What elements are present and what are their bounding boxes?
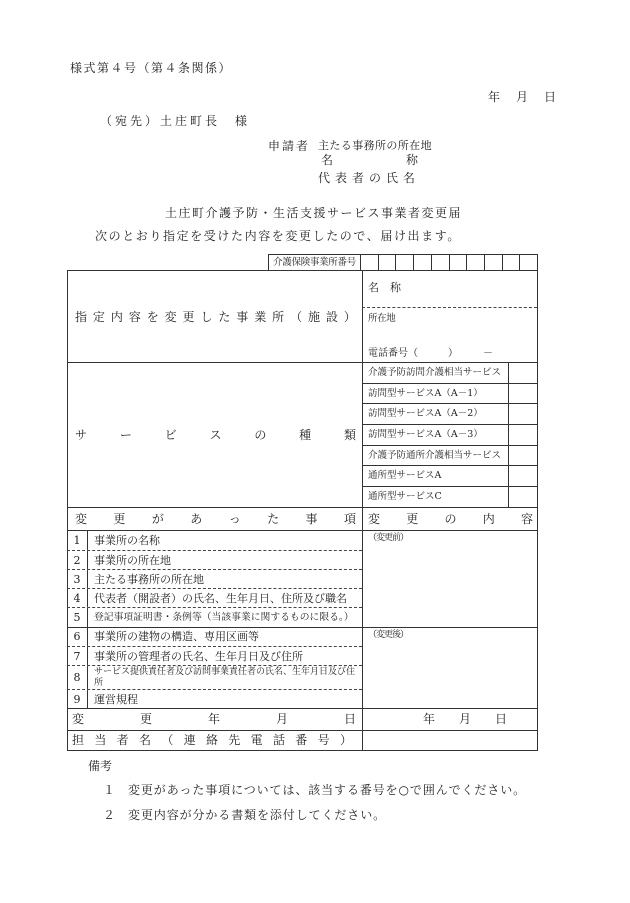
contact-label-char: 話 xyxy=(272,733,285,747)
change-date-label xyxy=(72,713,356,725)
service-row xyxy=(362,486,537,507)
contact-label-char: 名 xyxy=(138,733,151,747)
office-number-digit-box[interactable] xyxy=(431,255,449,270)
office-number-digit-box[interactable] xyxy=(484,255,502,270)
change-date-label-char: 年 xyxy=(207,712,220,726)
service-row xyxy=(362,465,537,486)
facility-section-label-char: 内 xyxy=(110,310,123,324)
service-row xyxy=(362,362,537,383)
change-content-header-char: 内 xyxy=(482,512,495,526)
facility-section-label-char: 定 xyxy=(92,310,105,324)
office-number-digit-box[interactable] xyxy=(413,255,431,270)
facility-section-label-char: 指 xyxy=(75,310,88,324)
changed-items-header-char: っ xyxy=(228,512,241,526)
change-item-text: 運営規程 xyxy=(94,692,138,706)
submission-date-char: 月 xyxy=(515,90,528,104)
change-content-header-char: の xyxy=(444,512,457,526)
service-types-label-char: ビ xyxy=(164,428,177,442)
form-number: 様式第４号（第４条関係） xyxy=(70,61,233,75)
facility-section-label-char: 容 xyxy=(128,310,141,324)
applicant-representative-label xyxy=(318,172,415,184)
change-before-label: （変更前） xyxy=(368,533,409,543)
change-date-value-char: 月 xyxy=(458,712,471,726)
change-item-row xyxy=(67,588,362,607)
facility-address-label: 所在地 xyxy=(368,313,396,324)
facility-section-label-char: ） xyxy=(343,310,356,324)
change-item-text: 登記事項証明書・条例等（当該事業に関するものに限る。） xyxy=(94,611,354,623)
applicant-name-label xyxy=(321,154,418,166)
change-item-number: 7 xyxy=(67,647,88,665)
remarks-heading: 備考 xyxy=(88,759,113,773)
change-item-row xyxy=(67,530,362,550)
contact-label-char: 電 xyxy=(250,733,263,747)
applicant-address-label: 主たる事務所の所在地 xyxy=(318,139,432,152)
facility-section-label-char: 変 xyxy=(164,310,177,324)
changed-items-header-char: あ xyxy=(190,512,203,526)
contact-label-char: 番 xyxy=(295,733,308,747)
change-item-number: 4 xyxy=(67,589,88,607)
service-types-label-char: 類 xyxy=(343,428,356,442)
service-types-label-char: サ xyxy=(75,428,88,442)
service-checkbox[interactable] xyxy=(508,446,537,465)
intro-text: 次のとおり指定を受けた内容を変更したので、届け出ます。 xyxy=(95,229,462,243)
change-item-text: 事業所の所在地 xyxy=(94,553,171,567)
service-types-label-char: 種 xyxy=(299,428,312,442)
change-item-row xyxy=(67,646,362,665)
change-before-area[interactable] xyxy=(363,531,537,627)
change-item-text: 事業所の名称 xyxy=(94,533,160,547)
facility-name-label: 名 称 xyxy=(368,281,401,294)
change-item-number: 2 xyxy=(67,551,88,569)
service-label: 訪問型サービスA（A－1） xyxy=(368,387,483,399)
changed-items-header-char: 更 xyxy=(113,512,126,526)
service-label: 訪問型サービスA（A－3） xyxy=(368,429,483,441)
office-number-boxes xyxy=(360,254,538,271)
change-item-row xyxy=(67,550,362,569)
facility-phone-label: 電話番号（ ） － xyxy=(368,348,493,359)
change-item-text: 代表者（開設者）の氏名、生年月日、住所及び職名 xyxy=(94,591,347,605)
change-content-header-char: 変 xyxy=(368,512,381,526)
change-item-number: 6 xyxy=(67,627,88,646)
submission-date xyxy=(488,91,556,103)
service-types-label-char: ー xyxy=(119,428,132,442)
change-item-number: 9 xyxy=(67,690,88,708)
change-date-label-char: 月 xyxy=(275,712,288,726)
change-date-value-char: 日 xyxy=(494,712,507,726)
service-row xyxy=(362,403,537,424)
service-row xyxy=(362,383,537,403)
office-number-digit-box[interactable] xyxy=(466,255,484,270)
contact-label xyxy=(72,734,352,746)
change-after-label: （変更後） xyxy=(368,630,409,640)
service-checkbox[interactable] xyxy=(508,362,537,383)
applicant-representative-label-char: 表 xyxy=(334,171,347,185)
change-after-area[interactable] xyxy=(363,628,537,708)
change-item-row xyxy=(67,569,362,588)
contact-label-char: （ xyxy=(161,733,174,747)
applicant-representative-label-char: 者 xyxy=(351,171,364,185)
service-row xyxy=(362,424,537,445)
change-item-text: 事業所の建物の構造、専用区画等 xyxy=(94,630,259,643)
facility-section-label-char: 設 xyxy=(325,310,338,324)
addressee: （宛先）土庄町長 様 xyxy=(100,114,251,128)
applicant-representative-label-char: 名 xyxy=(402,171,415,185)
remark-text: 変更があった事項については、該当する番号を○で囲んでください。 xyxy=(128,783,527,797)
change-item-row xyxy=(67,665,362,689)
applicant-representative-label-char: の xyxy=(368,171,381,185)
facility-section-label-char: を xyxy=(146,310,159,324)
facility-section-label-char: （ xyxy=(290,310,303,324)
contact-label-char: 当 xyxy=(94,733,107,747)
remark-text: 変更内容が分かる書類を添付してください。 xyxy=(128,808,387,822)
contact-label-char: 者 xyxy=(116,733,129,747)
service-types-label-char: ス xyxy=(209,428,222,442)
changed-items-header xyxy=(75,513,356,525)
change-content-header-char: 更 xyxy=(406,512,419,526)
service-checkbox[interactable] xyxy=(508,404,537,424)
submission-date-char: 年 xyxy=(488,90,501,104)
contact-label-char: 絡 xyxy=(205,733,218,747)
remark-number: ２ xyxy=(103,808,116,822)
change-item-text: 主たる事務所の所在地 xyxy=(94,572,204,586)
office-number-digit-box[interactable] xyxy=(361,255,378,270)
change-item-row xyxy=(67,627,362,646)
service-label: 介護予防通所介護相当サービス xyxy=(368,449,502,461)
changed-items-header-char: 項 xyxy=(343,512,356,526)
facility-section-label-char: 業 xyxy=(254,310,267,324)
service-label: 通所型サービスC xyxy=(368,491,442,503)
office-number-digit-box[interactable] xyxy=(449,255,467,270)
change-item-row xyxy=(67,689,362,708)
change-content-header-char: 容 xyxy=(520,512,533,526)
service-types-label-char: の xyxy=(254,428,267,442)
facility-section-label xyxy=(75,311,356,323)
change-item-text: サービス提供責任者及び訪問事業責任者の氏名、生年月日及び住所 xyxy=(94,666,356,688)
contact-label-char: 先 xyxy=(228,733,241,747)
remark-number: １ xyxy=(103,783,116,797)
applicant-label: 申請者 xyxy=(268,139,311,153)
change-date-label-char: 変 xyxy=(72,712,85,726)
form-title: 土庄町介護予防・生活支援サービス事業者変更届 xyxy=(165,206,463,220)
applicant-representative-label-char: 代 xyxy=(318,171,331,185)
change-item-text: 事業所の管理者の氏名、生年月日及び住所 xyxy=(94,649,303,663)
change-item-row xyxy=(67,607,362,627)
changed-items-header-char: た xyxy=(267,512,280,526)
change-item-number: 8 xyxy=(67,666,88,689)
service-checkbox[interactable] xyxy=(508,425,537,445)
changed-items-header-char: 変 xyxy=(75,512,88,526)
contact-label-char: 連 xyxy=(183,733,196,747)
contact-label-char: 担 xyxy=(72,733,85,747)
change-content-header xyxy=(368,513,533,525)
submission-date-char: 日 xyxy=(543,90,556,104)
service-types-label xyxy=(75,429,356,441)
changed-items-header-char: が xyxy=(151,512,164,526)
service-row xyxy=(362,445,537,465)
facility-section-label-char: た xyxy=(218,310,231,324)
contact-label-char: 号 xyxy=(317,733,330,747)
office-number-digit-box[interactable] xyxy=(502,255,520,270)
applicant-name-label-char: 名 xyxy=(321,153,334,167)
facility-section-label-char: 更 xyxy=(182,310,195,324)
applicant-representative-label-char: 氏 xyxy=(385,171,398,185)
service-label: 訪問型サービスA（A－2） xyxy=(368,408,483,420)
office-number-digit-box[interactable] xyxy=(378,255,396,270)
change-date-label-char: 日 xyxy=(343,712,356,726)
facility-section-label-char: 施 xyxy=(307,310,320,324)
service-checkbox[interactable] xyxy=(508,466,537,486)
service-label: 通所型サービスA xyxy=(368,470,442,482)
change-item-number: 5 xyxy=(67,608,88,627)
facility-section-label-char: 所 xyxy=(272,310,285,324)
table-divider xyxy=(67,507,538,508)
changed-items-header-char: 事 xyxy=(305,512,318,526)
service-label: 介護予防訪問介護相当サービス xyxy=(368,366,502,378)
facility-name-divider xyxy=(362,307,537,308)
facility-section-label-char: 事 xyxy=(236,310,249,324)
change-item-number: 3 xyxy=(67,570,88,588)
service-checkbox[interactable] xyxy=(508,384,537,403)
facility-section-label-char: し xyxy=(200,310,213,324)
change-date-label-char: 更 xyxy=(139,712,152,726)
change-date-value-char: 年 xyxy=(423,712,436,726)
contact-field[interactable] xyxy=(363,731,537,750)
office-number-digit-box[interactable] xyxy=(519,255,537,270)
change-item-number: 1 xyxy=(67,530,88,550)
service-checkbox[interactable] xyxy=(508,487,537,507)
contact-label-char: ） xyxy=(339,733,352,747)
change-date-value xyxy=(423,713,507,725)
office-number-digit-box[interactable] xyxy=(395,255,413,270)
applicant-name-label-char: 称 xyxy=(405,153,418,167)
office-number-label: 介護保険事業所番号 xyxy=(268,254,361,271)
